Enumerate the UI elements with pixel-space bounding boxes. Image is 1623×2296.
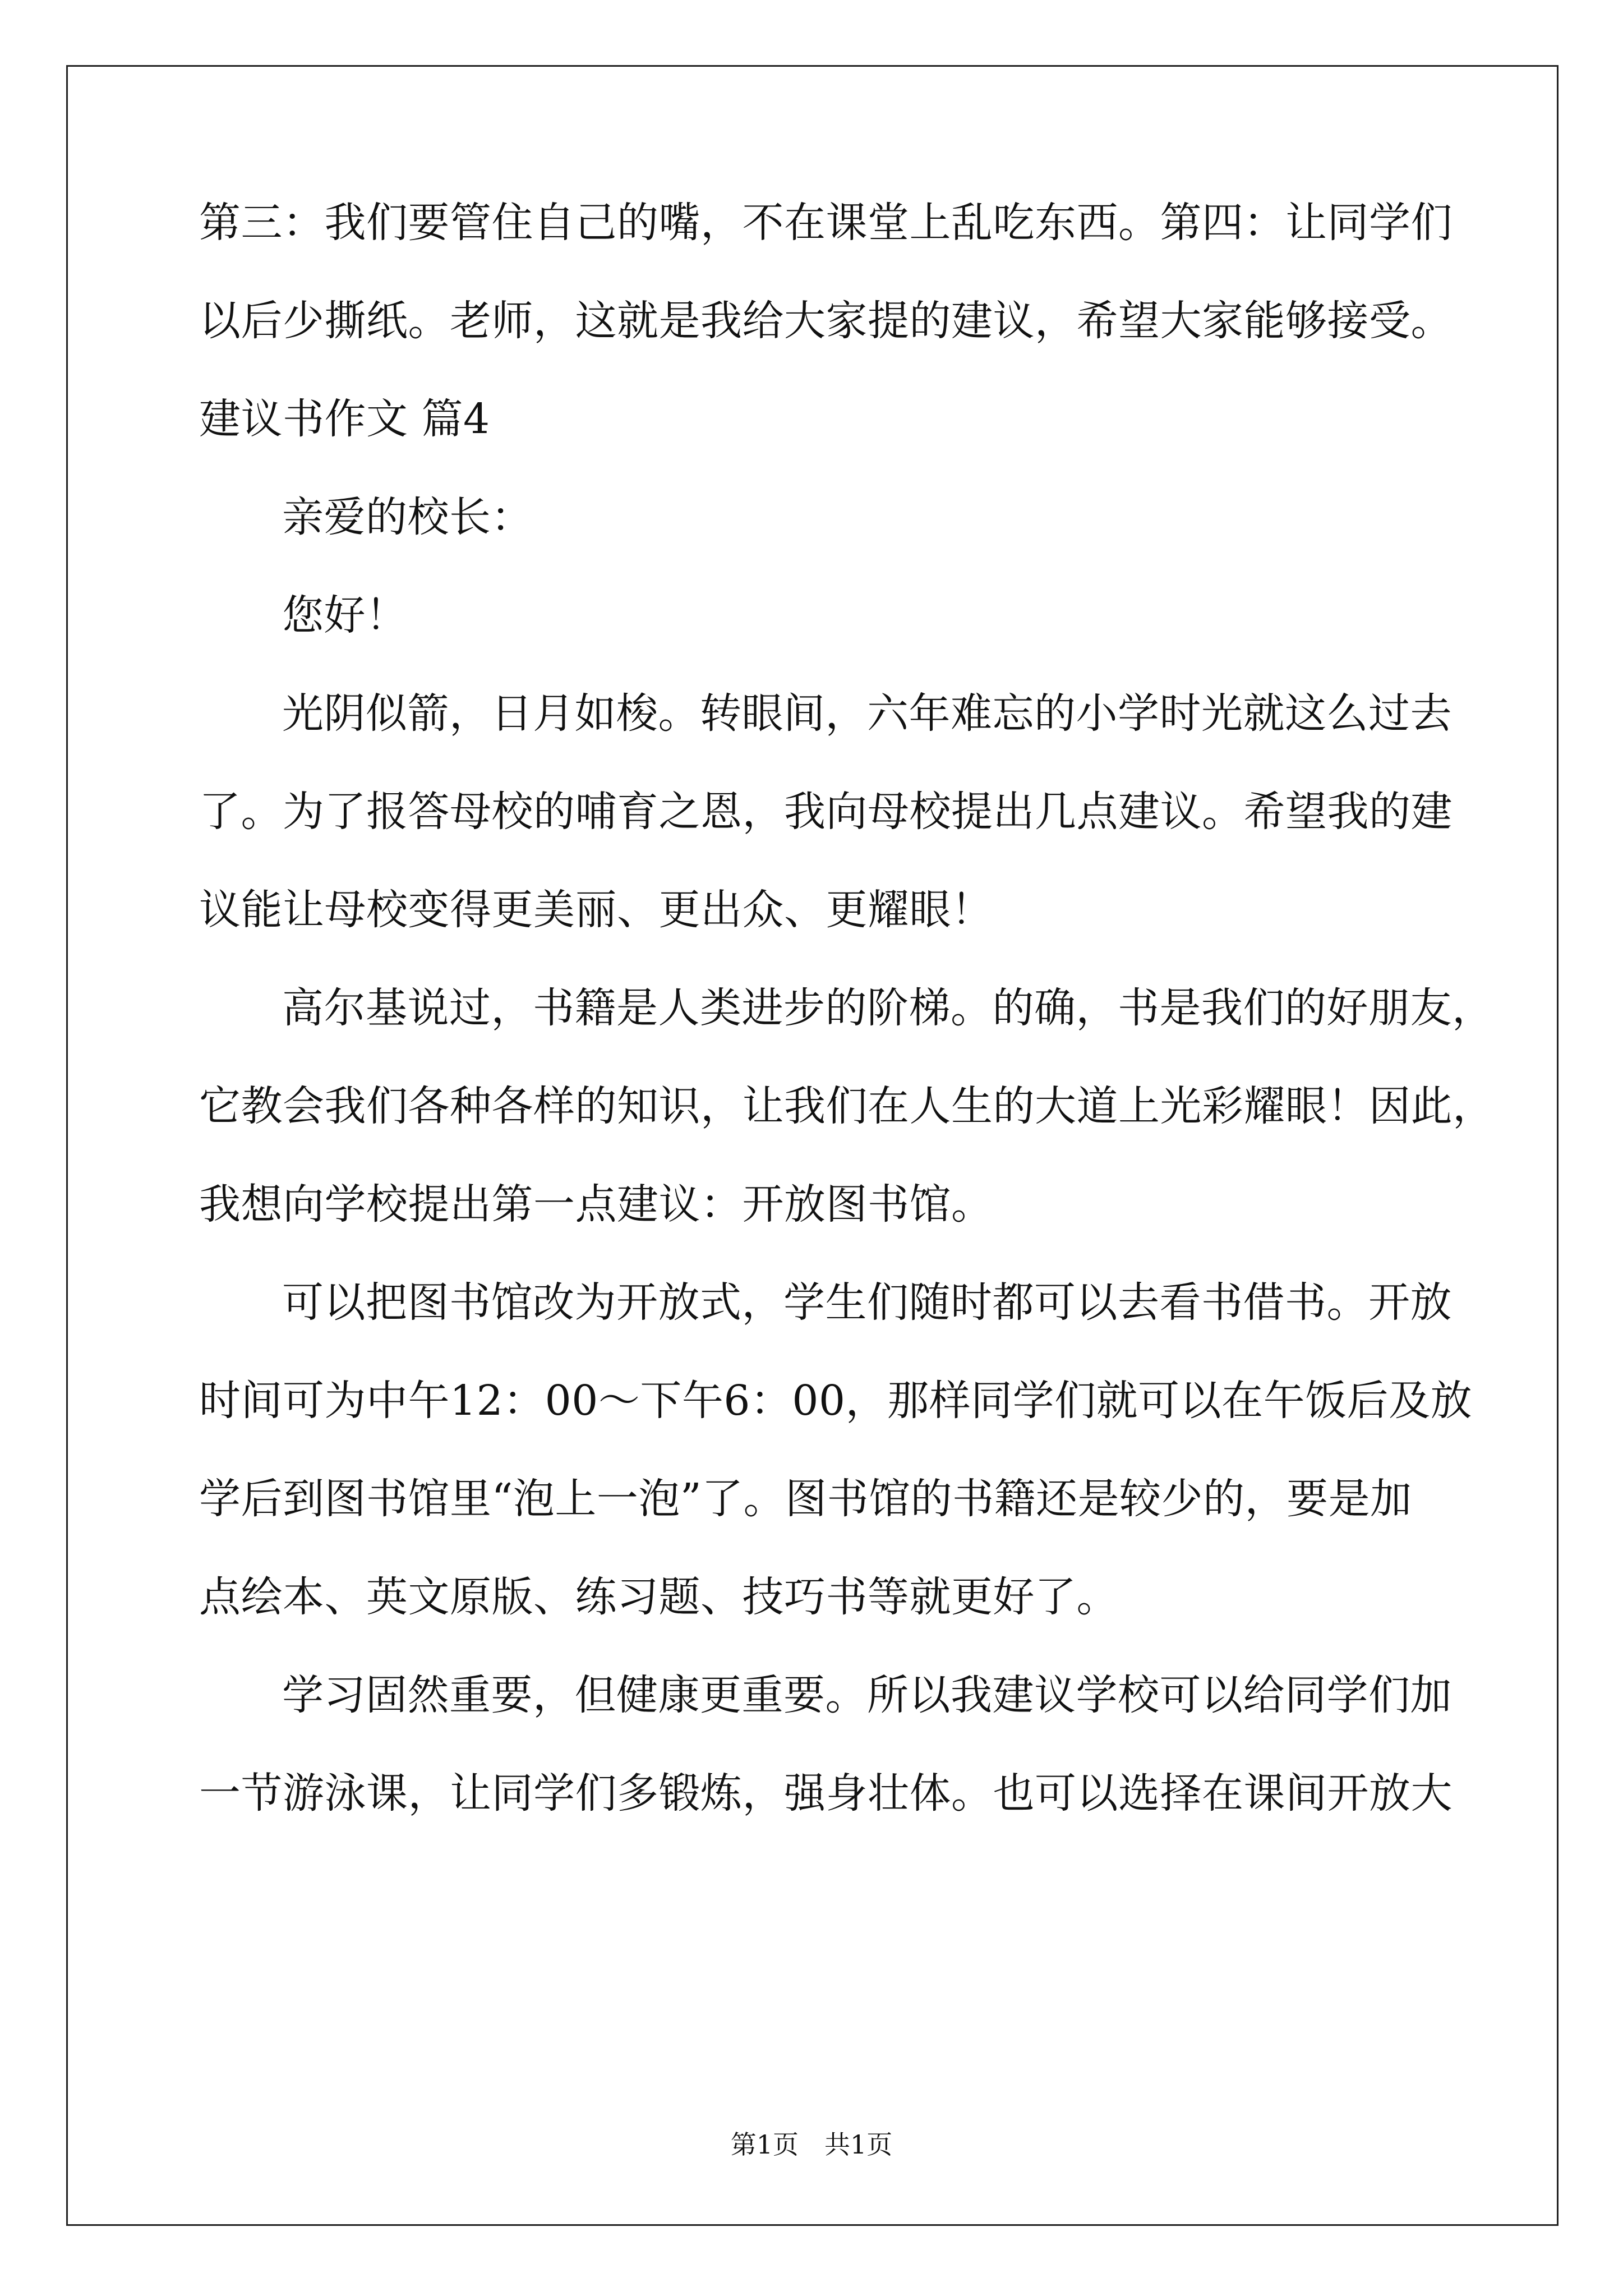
section-heading: 建议书作文 篇4: [199, 395, 490, 443]
paragraph-line: 时间可为中午12：00～下午6：00，那样同学们就可以在午饭后及放: [199, 1377, 1473, 1425]
text-line: 第三：我们要管住自己的嘴，不在课堂上乱吃东西。第四：让同学们: [199, 199, 1453, 247]
paragraph-line: 一节游泳课，让同学们多锻炼，强身壮体。也可以选择在课间开放大: [199, 1769, 1453, 1818]
paragraph-line: 它教会我们各种各样的知识，让我们在人生的大道上光彩耀眼！因此，: [199, 1082, 1495, 1130]
paragraph-line: 我想向学校提出第一点建议：开放图书馆。: [199, 1180, 993, 1228]
greeting: 您好！: [282, 591, 408, 639]
paragraph-line: 点绘本、英文原版、练习题、技巧书等就更好了。: [199, 1573, 1118, 1621]
paragraph-line: 光阴似箭，日月如梭。转眼间，六年难忘的小学时光就这么过去: [282, 689, 1452, 738]
salutation: 亲爱的校长：: [282, 493, 533, 541]
document-body: [199, 199, 1495, 1871]
paragraph-line: 学习固然重要，但健康更重要。所以我建议学校可以给同学们加: [282, 1671, 1452, 1719]
paragraph-line: 高尔基说过，书籍是人类进步的阶梯。的确，书是我们的好朋友，: [282, 984, 1494, 1032]
paragraph-line: 可以把图书馆改为开放式，学生们随时都可以去看书借书。开放: [282, 1278, 1452, 1327]
paragraph-line: 议能让母校变得更美丽、更出众、更耀眼！: [199, 886, 993, 934]
page-footer: 第1页 共1页: [730, 2129, 893, 2160]
paragraph-line: 学后到图书馆里“泡上一泡”了。图书馆的书籍还是较少的，要是加: [199, 1475, 1412, 1523]
text-line: 以后少撕纸。老师，这就是我给大家提的建议，希望大家能够接受。: [199, 297, 1453, 345]
paragraph-line: 了。为了报答母校的哺育之恩，我向母校提出几点建议。希望我的建: [199, 788, 1453, 836]
